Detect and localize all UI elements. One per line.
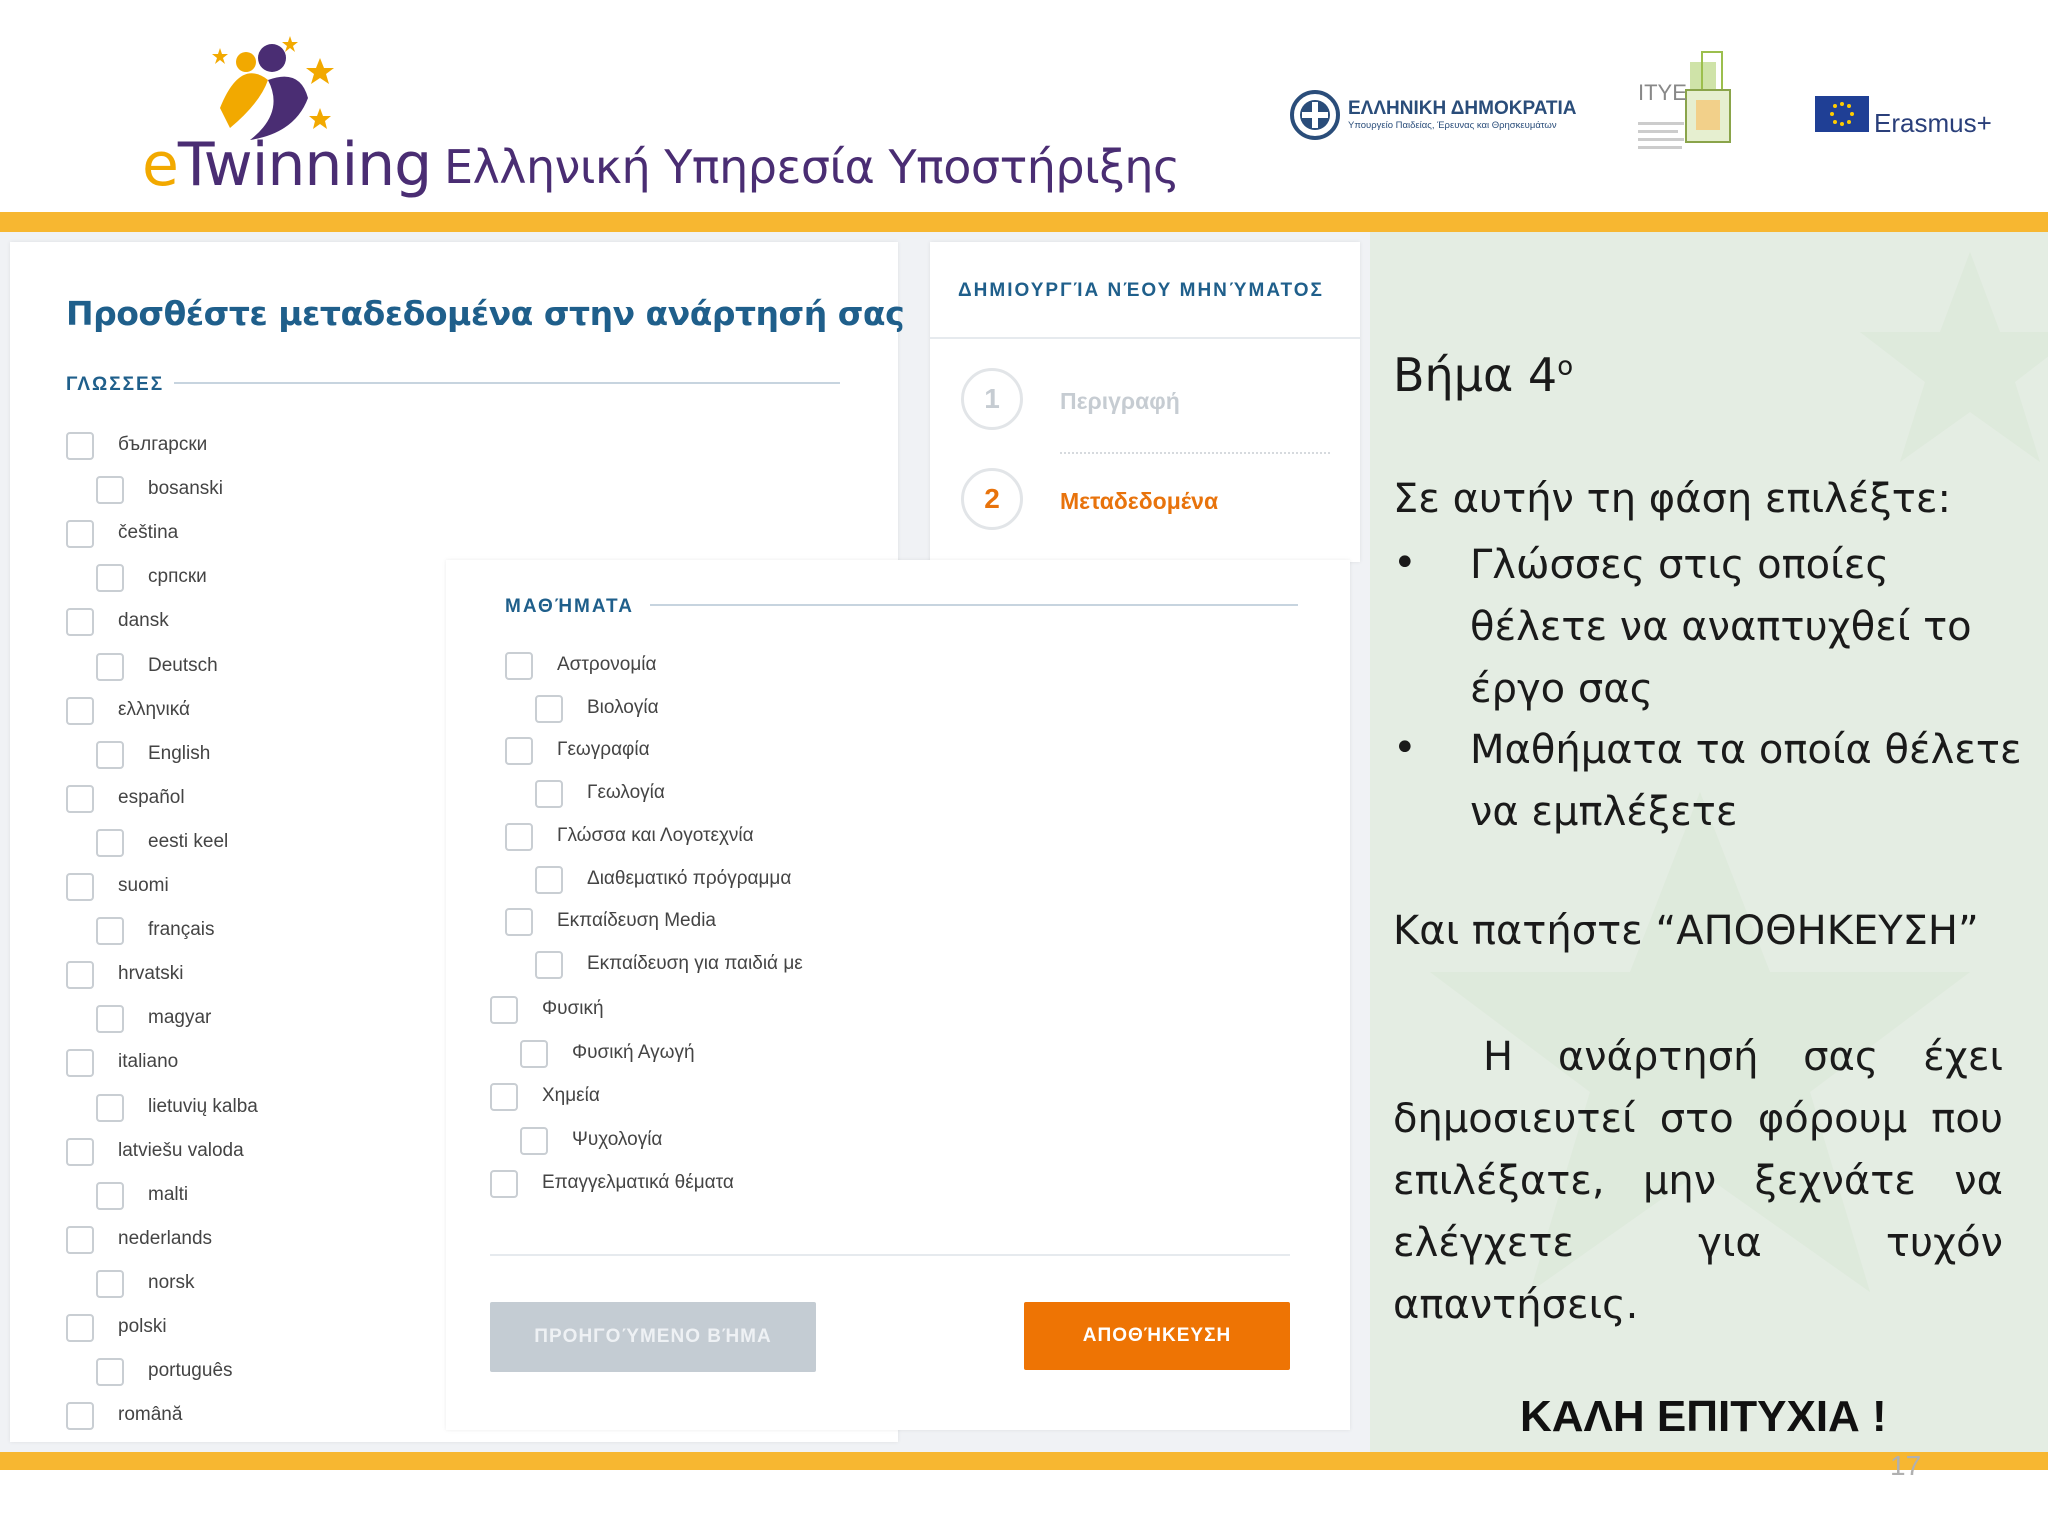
language-checkbox[interactable] <box>66 961 94 989</box>
bullet-languages: Γλώσσες στις οποίες θέλετε να αναπτυχθεί το έργο σας <box>1470 542 1972 712</box>
language-label[interactable]: nederlands <box>118 1227 213 1249</box>
language-label[interactable]: norsk <box>148 1271 195 1293</box>
buttons-divider <box>490 1254 1290 1256</box>
footer-stripe <box>0 1452 2048 1470</box>
language-checkbox[interactable] <box>96 653 124 681</box>
header-stripe <box>0 212 2048 232</box>
form-title: Προσθέστε μεταδεδομένα στην ανάρτησή σας <box>66 294 905 333</box>
bullet-icon: • <box>1393 540 1417 586</box>
subject-checkbox[interactable] <box>505 652 533 680</box>
bullet-subjects: Μαθήματα τα οποία θέλετε να εμπλέξετε <box>1470 727 2022 835</box>
language-checkbox[interactable] <box>66 520 94 548</box>
language-label[interactable]: italiano <box>118 1051 179 1073</box>
language-label[interactable]: bosanski <box>148 478 223 500</box>
step-2-number[interactable]: 2 <box>961 468 1023 530</box>
language-label[interactable]: English <box>148 742 211 764</box>
steps-title: ΔΗΜΙΟΥΡΓΊΑ ΝΈΟΥ ΜΗΝΎΜΑΤΟΣ <box>958 280 1324 301</box>
language-checkbox[interactable] <box>96 1005 124 1033</box>
subjects-divider <box>650 604 1298 606</box>
language-checkbox[interactable] <box>96 1094 124 1122</box>
subject-label[interactable]: Διαθεματικό πρόγραμμα <box>587 867 792 889</box>
greek-republic-title: ΕΛΛΗΝΙΚΗ ΔΗΜΟΚΡΑΤΙΑ <box>1348 98 1577 119</box>
good-luck-text: ΚΑΛΗ ΕΠΙΤΥΧΙΑ ! <box>1520 1392 1887 1441</box>
subject-label[interactable]: Ψυχολογία <box>572 1128 663 1150</box>
language-checkbox[interactable] <box>66 697 94 725</box>
language-label[interactable]: српски <box>148 566 207 588</box>
svg-text:ΙΤΥΕ: ΙΤΥΕ <box>1638 80 1687 105</box>
language-checkbox[interactable] <box>96 1182 124 1210</box>
language-label[interactable]: български <box>118 434 208 455</box>
language-label[interactable]: suomi <box>118 875 169 896</box>
subject-label[interactable]: Γεωγραφία <box>557 739 650 761</box>
language-checkbox[interactable] <box>66 608 94 636</box>
subject-label[interactable]: Εκπαίδευση για παιδιά με <box>587 952 803 974</box>
subject-label[interactable]: Φυσική <box>542 998 604 1019</box>
step-heading: Βήμα $4^o$ <box>1393 348 1574 402</box>
language-checkbox[interactable] <box>66 873 94 901</box>
subject-label[interactable]: Φυσική Αγωγή <box>572 1041 695 1063</box>
subject-label[interactable]: Γεωλογία <box>587 782 665 804</box>
subject-label[interactable]: Χημεία <box>542 1085 600 1106</box>
language-checkbox[interactable] <box>66 1049 94 1077</box>
eu-flag-icon <box>1815 96 1869 132</box>
published-note: Η ανάρτησή σας έχει δημοσιευτεί στο φόρουμ που επιλέξατε, μην ξεχνάτε να ελέγχετε για τυχόν απαντήσεις. <box>1393 1034 2003 1328</box>
service-name: Ελληνική Υπηρεσία Υποστήριξης <box>444 140 1180 194</box>
language-checkbox[interactable] <box>66 785 94 813</box>
language-label[interactable]: français <box>148 919 215 941</box>
language-label[interactable]: lietuvių kalba <box>148 1095 258 1117</box>
language-checkbox[interactable] <box>96 564 124 592</box>
subject-checkbox[interactable] <box>505 908 533 936</box>
greek-emblem-icon <box>1290 90 1340 140</box>
language-checkbox[interactable] <box>66 432 94 460</box>
language-label[interactable]: hrvatski <box>118 963 184 985</box>
language-checkbox[interactable] <box>96 741 124 769</box>
subject-checkbox[interactable] <box>490 996 518 1024</box>
language-label[interactable]: ελληνικά <box>118 698 191 720</box>
languages-divider <box>174 382 840 384</box>
erasmus-label: Erasmus+ <box>1874 108 1992 138</box>
subject-checkbox[interactable] <box>520 1127 548 1155</box>
language-label[interactable]: eesti keel <box>148 830 229 852</box>
ministry-subtitle: Υπουργείο Παιδείας, Έρευνας και Θρησκευμάτων <box>1348 120 1557 131</box>
subject-label[interactable]: Εκπαίδευση Media <box>557 910 716 932</box>
subject-checkbox[interactable] <box>490 1083 518 1111</box>
language-checkbox[interactable] <box>66 1226 94 1254</box>
language-label[interactable]: español <box>118 786 185 808</box>
language-label[interactable]: Deutsch <box>148 654 218 676</box>
language-label[interactable]: latviešu valoda <box>118 1139 244 1161</box>
language-label[interactable]: polski <box>118 1316 167 1337</box>
language-label[interactable]: čeština <box>118 522 179 544</box>
subject-label[interactable]: Επαγγελματικά θέματα <box>542 1172 734 1193</box>
language-checkbox[interactable] <box>66 1402 94 1430</box>
language-checkbox[interactable] <box>96 1270 124 1298</box>
language-label[interactable]: malti <box>148 1183 189 1205</box>
steps-divider <box>930 337 1360 339</box>
previous-step-button[interactable]: ΠΡΟΗΓΟΎΜΕΝΟ ΒΉΜΑ <box>490 1302 816 1372</box>
subject-checkbox[interactable] <box>520 1040 548 1068</box>
language-checkbox[interactable] <box>66 1138 94 1166</box>
bullet-icon: • <box>1393 725 1417 771</box>
language-label[interactable]: português <box>148 1360 233 1382</box>
subject-label[interactable]: Γλώσσα και Λογοτεχνία <box>557 824 754 846</box>
page-number: 17 <box>1890 1450 1922 1481</box>
save-instruction: Και πατήστε “ΑΠΟΘΗΚΕΥΣΗ” <box>1393 908 1979 954</box>
iye-logo-icon <box>1636 50 1746 162</box>
subject-checkbox[interactable] <box>490 1170 518 1198</box>
subject-checkbox[interactable] <box>505 737 533 765</box>
subject-label[interactable]: Βιολογία <box>587 696 659 718</box>
step-1-label[interactable]: Περιγραφή <box>1060 388 1180 414</box>
language-label[interactable]: română <box>118 1404 183 1426</box>
language-checkbox[interactable] <box>66 1314 94 1342</box>
language-checkbox[interactable] <box>96 917 124 945</box>
subject-checkbox[interactable] <box>505 823 533 851</box>
subject-checkbox[interactable] <box>535 866 563 894</box>
save-button[interactable]: ΑΠΟΘΉΚΕΥΣΗ <box>1024 1302 1290 1370</box>
language-label[interactable]: magyar <box>148 1007 212 1029</box>
language-checkbox[interactable] <box>96 476 124 504</box>
subjects-section-label: ΜΑΘΉΜΑΤΑ <box>505 596 634 617</box>
language-label[interactable]: dansk <box>118 610 169 632</box>
language-checkbox[interactable] <box>96 1358 124 1386</box>
subject-checkbox[interactable] <box>535 695 563 723</box>
language-checkbox[interactable] <box>96 829 124 857</box>
step-2-label[interactable]: Μεταδεδομένα <box>1060 488 1219 514</box>
subjects-panel <box>446 560 1350 1430</box>
step-1-number[interactable]: 1 <box>961 368 1023 430</box>
subject-checkbox[interactable] <box>535 780 563 808</box>
intro-text: Σε αυτήν τη φάση επιλέξτε: <box>1393 476 1951 522</box>
subject-checkbox[interactable] <box>535 951 563 979</box>
steps-dotted-separator <box>1060 452 1330 454</box>
languages-section-label: ΓΛΩΣΣΕΣ <box>66 374 165 395</box>
etwinning-wordmark: eTwinning <box>142 130 432 200</box>
subject-label[interactable]: Αστρονομία <box>557 654 657 675</box>
